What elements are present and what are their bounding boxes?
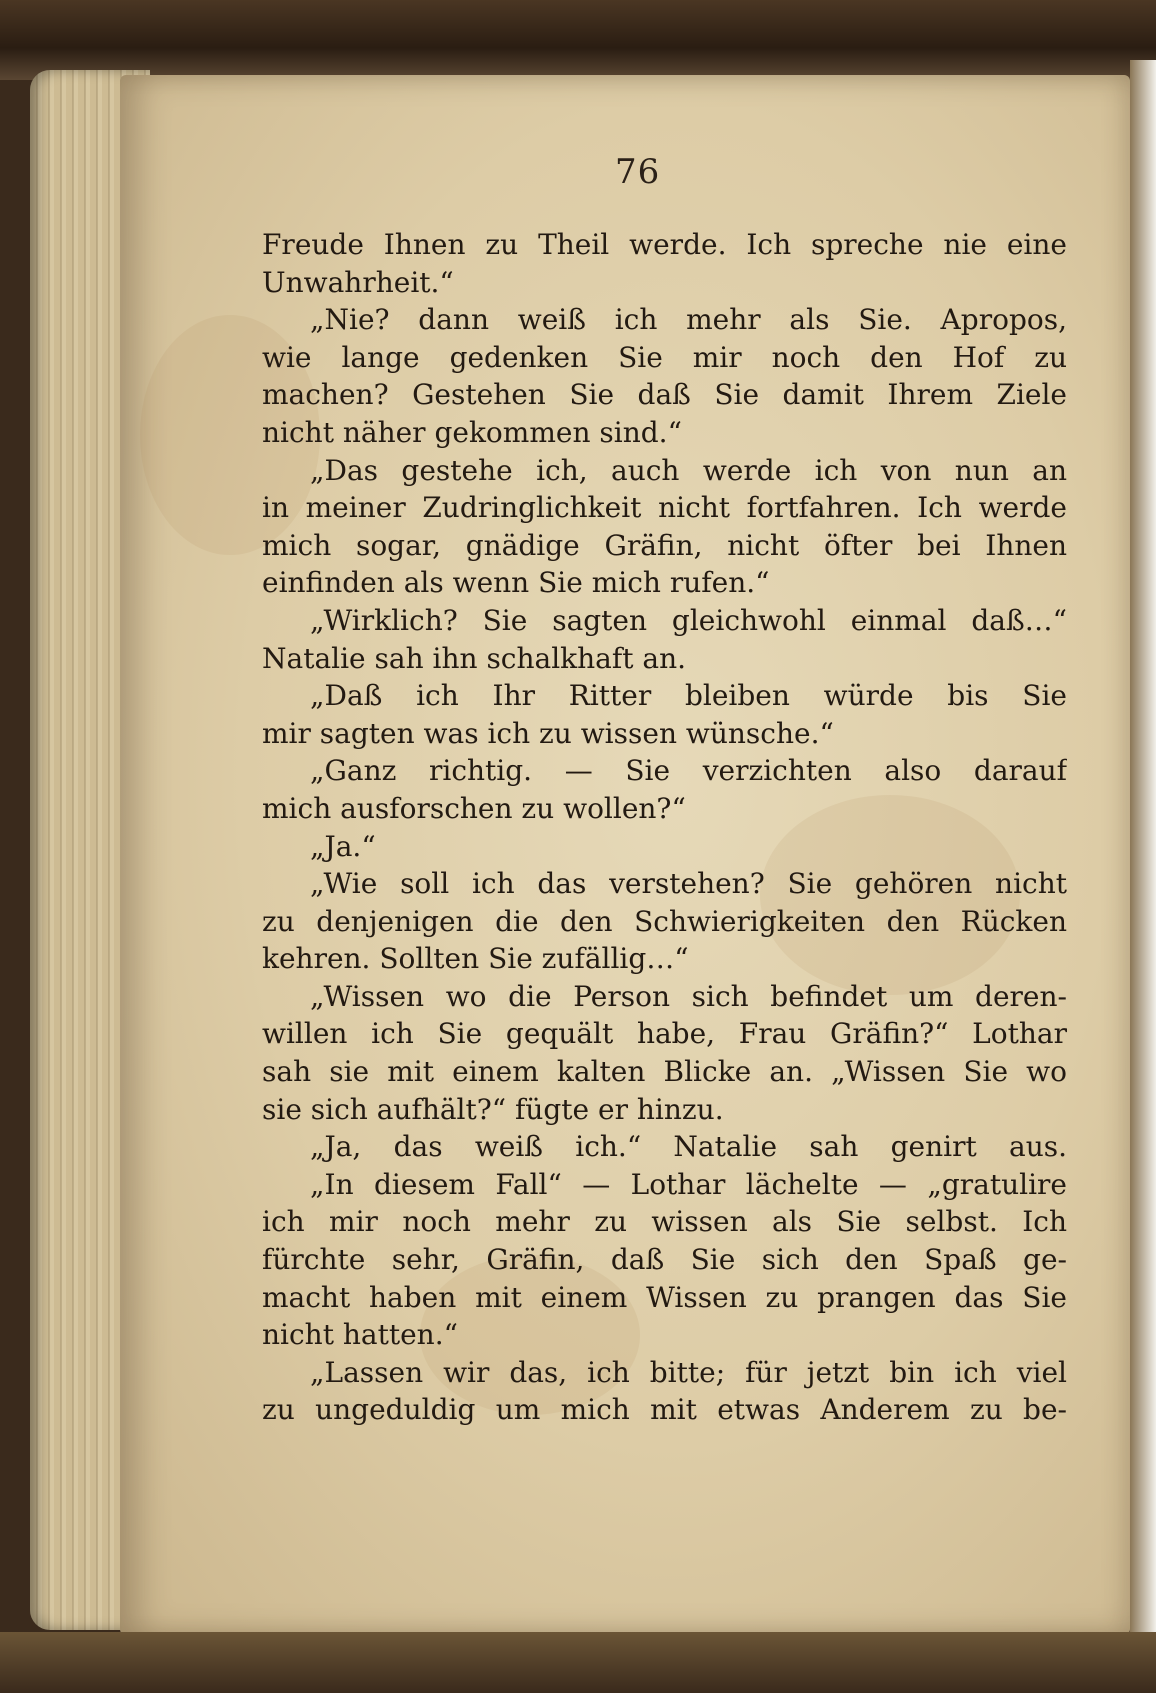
page-number: 76 [615,152,661,192]
text-line: in meiner Zudringlichkeit nicht fortfahren. Ich werde [262,491,1067,525]
text-line: zu ungeduldig um mich mit etwas Anderem zu be- [262,1393,1067,1427]
text-line: mich ausforschen zu wollen?“ [262,791,686,825]
text-line: Freude Ihnen zu Theil werde. Ich spreche nie eine [262,228,1067,261]
text-line: „Nie? dann weiß ich mehr als Sie. Apropos, [310,303,1067,337]
text-line: einfinden als wenn Sie mich rufen.“ [262,566,770,600]
text-line: machen? Gestehen Sie daß Sie damit Ihrem Ziele [262,378,1067,412]
text-line: mir sagten was ich zu wissen wünsche.“ [262,716,834,750]
book-bottom-edge [0,1632,1156,1693]
text-line: fürchte sehr, Gräfin, daß Sie sich den Spaß ge- [262,1243,1067,1277]
text-line: nicht näher gekommen sind.“ [262,415,682,449]
text-line: nicht hatten.“ [262,1318,458,1352]
text-line: „Lassen wir das, ich bitte; für jetzt bin ich viel [310,1355,1067,1389]
text-line: kehren. Sollten Sie zufällig…“ [262,942,689,976]
text-line: ich mir noch mehr zu wissen als Sie selbst. Ich [262,1205,1067,1239]
text-line: „Daß ich Ihr Ritter bleiben würde bis Sie [310,679,1067,713]
text-line: „Ganz richtig. — Sie verzichten also darauf [310,754,1067,788]
text-line: „Wie soll ich das verstehen? Sie gehören nicht [310,867,1067,901]
text-line: macht haben mit einem Wissen zu prangen das Sie [262,1280,1067,1314]
text-line: sie sich aufhält?“ fügte er hinzu. [262,1092,724,1126]
text-line: „Das gestehe ich, auch werde ich von nun an [310,453,1067,487]
text-line: „Ja, das weiß ich.“ Natalie sah genirt aus. [310,1130,1067,1164]
text-line: zu denjenigen die den Schwierigkeiten den Rücken [262,904,1067,938]
body-text [262,226,1067,1429]
book-top-edge [0,0,1156,80]
text-line: willen ich Sie gequält habe, Frau Gräfin?“ Lothar [262,1017,1067,1051]
text-line: „Wissen wo die Person sich befindet um deren- [310,979,1067,1013]
text-line: Natalie sah ihn schalkhaft an. [262,641,687,675]
text-line: „Ja.“ [310,829,376,863]
text-line: „In diesem Fall“ — Lothar lächelte — „gratulire [310,1167,1067,1201]
text-line: mich sogar, gnädige Gräfin, nicht öfter bei Ihnen [262,528,1067,562]
text-line: „Wirklich? Sie sagten gleichwohl einmal daß…“ [310,603,1067,637]
text-line: sah sie mit einem kalten Blicke an. „Wissen Sie wo [262,1055,1067,1089]
text-line: Unwahrheit.“ [262,265,454,299]
page-right-edge [1130,60,1156,1693]
text-line: wie lange gedenken Sie mir noch den Hof zu [262,340,1067,374]
